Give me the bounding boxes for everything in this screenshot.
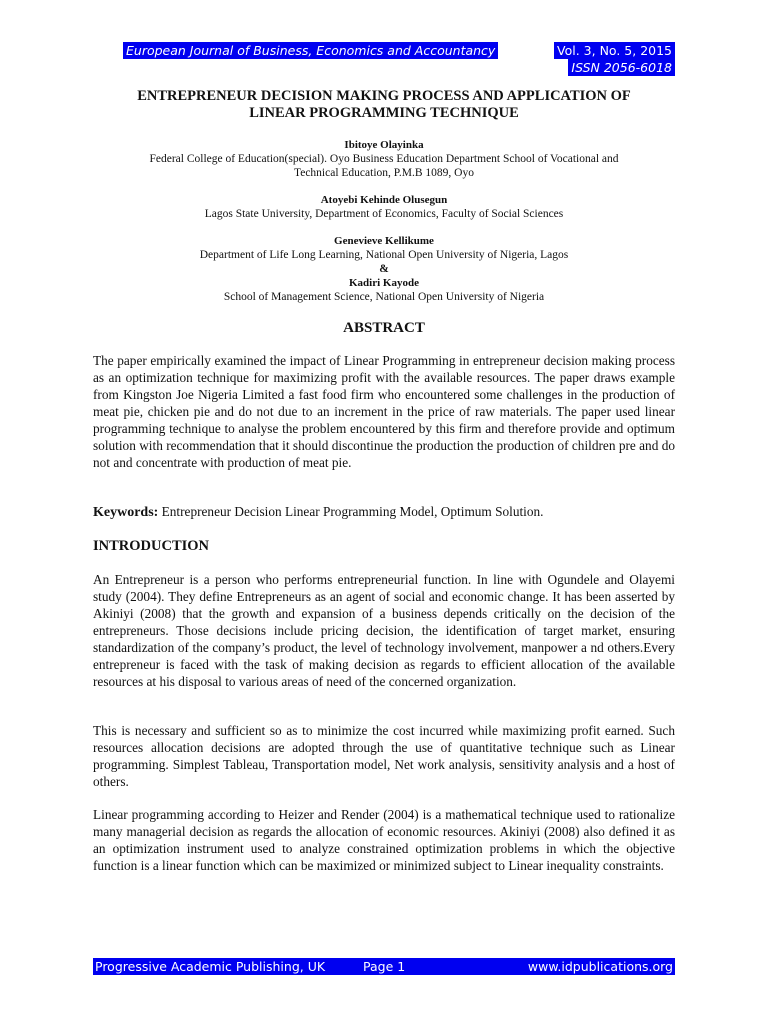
keywords-line	[93, 503, 675, 521]
author-affiliation: Lagos State University, Department of Economics, Faculty of Social Sciences	[204, 208, 564, 220]
author-affiliation: Federal College of Education(special). Oyo Business Education Department School of Vocational and	[149, 153, 619, 165]
introduction-paragraph: An Entrepreneur is a person who performs entrepreneurial function. In line with Ogundele and Olayemi study (2004). They define Entrepreneurs as an agent of social and economic change. It has been asserted by Akiniyi (2008) that the growth and expansion of a business depends critically on the decision of the entrepreneurs. Those decisions include pricing decision, the identification of target market, ensuring standardization of the company’s product, the level of technology involvement, manpower a nd others.Every entrepreneur is faced with the task of making decision as regards to efficient allocation of the available resources at his disposal to various areas of need of the concerned organization.	[93, 572, 675, 689]
volume-info	[554, 42, 675, 76]
title-line-2: LINEAR PROGRAMMING TECHNIQUE	[249, 105, 519, 121]
author-affiliation: Department of Life Long Learning, National Open University of Nigeria, Lagos	[199, 249, 569, 261]
volume-number: Vol. 3, No. 5, 2015	[554, 42, 675, 59]
footer-publisher: Progressive Academic Publishing, UK	[95, 959, 326, 974]
author-name: Genevieve Kellikume	[334, 235, 434, 247]
footer-page-number: Page 1	[363, 959, 406, 974]
abstract-heading: ABSTRACT	[343, 320, 425, 336]
introduction-heading: INTRODUCTION	[93, 538, 210, 554]
paper-title	[93, 88, 675, 122]
author-affiliation: Technical Education, P.M.B 1089, Oyo	[294, 167, 474, 179]
title-line-1: ENTREPRENEUR DECISION MAKING PROCESS AND APPLICATION OF	[137, 88, 631, 104]
author-block	[93, 138, 675, 304]
page-footer	[93, 958, 675, 975]
keywords-label: Keywords:	[93, 505, 159, 520]
abstract-text: The paper empirically examined the impact of Linear Programming in entrepreneur decision making process as an optimization technique for maximizing profit with the available resources. The paper draws example from Kingston Joe Nigeria Limited a fast food firm who encountered some challenges in the production of meat pie, chicken pie and do not due to an increment in the price of raw materials. The paper used linear programming technique to analyse the problem encountered by this firm and therefore provide and optimum solution with recommendation that it should discontinue the production the production of children pre and do not and concentrate with production of meat pie.	[93, 353, 675, 470]
introduction-paragraph: Linear programming according to Heizer and Render (2004) is a mathematical technique used to rationalize many managerial decision as regards the allocation of economic resources. Akiniyi (2008) also defined it as an optimization instrument used to analyze constrained optimization problems in which the objective function is a linear function which can be maximized or minimized subject to Linear inequality constraints.	[93, 807, 675, 873]
introduction-paragraph: This is necessary and sufficient so as to minimize the cost incurred while maximizing profit earned. Such resources allocation decisions are adopted through the use of quantitative technique such as Linear programming. Simplest Tableau, Transportation model, Net work analysis, sensitivity analysis and a host of others.	[93, 723, 675, 789]
issn-number: ISSN 2056-6018	[568, 59, 675, 76]
author-ampersand: &	[379, 263, 389, 275]
author-name: Atoyebi Kehinde Olusegun	[320, 194, 448, 206]
journal-name: European Journal of Business, Economics and Accountancy	[123, 42, 498, 59]
author-name: Kadiri Kayode	[349, 277, 419, 289]
author-name: Ibitoye Olayinka	[344, 139, 424, 151]
author-affiliation: School of Management Science, National Open University of Nigeria	[223, 291, 545, 303]
keywords-text: Entrepreneur Decision Linear Programming Model, Optimum Solution.	[158, 504, 544, 519]
footer-website-link[interactable]: www.idpublications.org	[527, 959, 673, 974]
